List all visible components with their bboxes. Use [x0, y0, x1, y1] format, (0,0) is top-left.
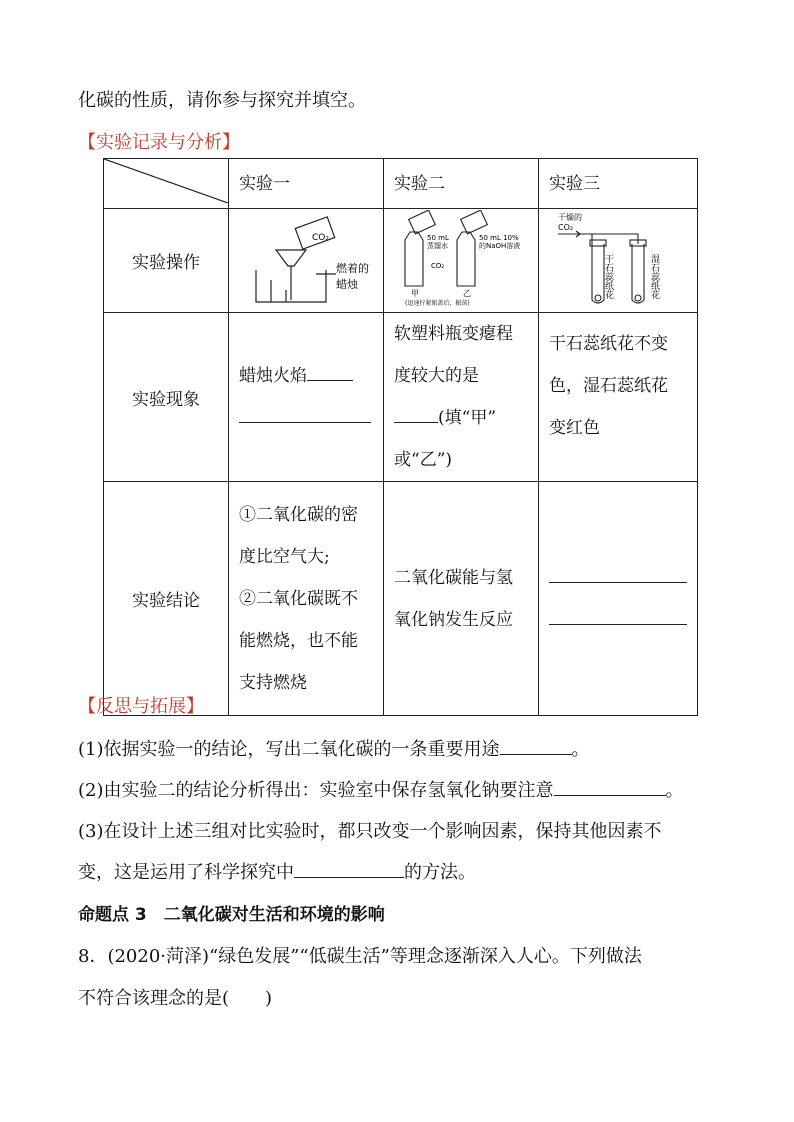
exp2-phenomenon-line-2: 度较大的是 [394, 366, 479, 386]
label-phenomenon: 实验现象 [132, 389, 200, 410]
answer-blank-q1[interactable] [500, 753, 572, 755]
diagonal-line [104, 159, 228, 203]
exp3-dry-paper-label: 干石蕊纸花 [603, 254, 613, 299]
question-3-line-1: (3)在设计上述三组对比实验时，都只改变一个影响因素，保持其他因素不 [78, 821, 662, 842]
experiment-table [103, 158, 698, 716]
exp2-phenomenon [384, 313, 538, 481]
answer-blank-3[interactable] [394, 421, 438, 423]
question-3-end: 的方法。 [404, 862, 476, 883]
exp1-phenomenon [229, 355, 383, 439]
question-1-end: 。 [571, 739, 590, 760]
exp2-yi-label: 乙 [463, 289, 471, 298]
exp1-conclusion-line-5: 支持燃烧 [239, 672, 307, 693]
exp2-conclusion [384, 557, 538, 641]
exp3-phenomenon [539, 323, 697, 449]
question-1 [78, 735, 590, 761]
exp1-candle-figure [236, 210, 376, 306]
question-2-end: 。 [665, 780, 684, 801]
question-3-text: 变，这是运用了科学探究中 [78, 862, 294, 883]
question-8-line-2: 不符合该理念的是( ) [78, 988, 273, 1009]
exp1-conclusion [229, 494, 383, 704]
question-8-line-1: 8．(2020·菏泽)“绿色发展”“低碳生活”等理念逐渐深入人心。下列做法 [78, 946, 642, 967]
exp3-phenomenon-line-2: 色，湿石蕊纸花 [549, 376, 668, 396]
exp1-conclusion-line-3: ②二氧化碳既不 [239, 588, 358, 609]
section-record-heading: 【实验记录与分析】 [78, 132, 240, 153]
exp2-conclusion-line-2: 氧化钠发生反应 [394, 609, 513, 630]
question-1-text: (1)依据实验一的结论，写出二氧化碳的一条重要用途 [78, 739, 500, 760]
answer-blank-2[interactable] [239, 421, 371, 423]
exp3-conclusion [539, 557, 697, 641]
exp3-phenomenon-line-3: 变红色 [549, 418, 600, 438]
exp1-candle-label-b: 蜡烛 [336, 278, 358, 291]
exp2-phenomenon-line-3: (填“甲” [438, 408, 497, 428]
header-exp3: 实验三 [549, 173, 600, 194]
intro-text: 化碳的性质，请你参与探究并填空。 [78, 90, 366, 111]
label-operation: 实验操作 [132, 253, 200, 273]
exp2-phenomenon-line-1: 软塑料瓶变瘪程 [394, 324, 513, 344]
exp1-phenomenon-text: 蜡烛火焰 [239, 366, 307, 386]
section-reflect-heading: 【反思与拓展】 [78, 696, 204, 717]
exp3-wet-paper-label: 湿石蕊纸花 [649, 254, 659, 299]
exp2-right-label-b: 的NaOH溶液 [479, 242, 521, 250]
exp3-paper-figure [548, 210, 688, 306]
exp2-conclusion-line-1: 二氧化碳能与氢 [394, 567, 513, 588]
header-exp2: 实验二 [394, 173, 445, 194]
question-2 [78, 776, 684, 802]
exp2-note: (迅速拧紧瓶盖后，振荡) [405, 300, 470, 306]
answer-blank-1[interactable] [307, 379, 353, 381]
answer-blank-q2[interactable] [554, 794, 666, 796]
table-corner-cell [104, 159, 229, 209]
exp1-conclusion-line-4: 能燃烧，也不能 [239, 630, 358, 651]
exp1-conclusion-line-1: ①二氧化碳的密 [239, 504, 358, 525]
exp1-co2-label: CO₂ [312, 233, 329, 243]
question-3-line-2 [78, 858, 476, 884]
answer-blank-q3[interactable] [294, 876, 404, 878]
answer-blank-4[interactable] [549, 581, 687, 583]
exp3-phenomenon-line-1: 干石蕊纸花不变 [549, 334, 668, 354]
label-conclusion: 实验结论 [132, 591, 200, 611]
topic-3-heading: 命题点 3 二氧化碳对生活和环境的影响 [78, 905, 385, 925]
exp1-candle-label-a: 燃着的 [336, 262, 369, 275]
answer-blank-5[interactable] [549, 623, 687, 625]
question-2-text: (2)由实验二的结论分析得出：实验室中保存氢氧化钠要注意 [78, 780, 554, 801]
exp1-conclusion-line-2: 度比空气大; [239, 546, 330, 567]
header-exp1: 实验一 [239, 173, 290, 194]
exp2-co2-label: CO₂ [431, 262, 445, 270]
exp2-bottle-figure [391, 210, 531, 306]
exp2-right-label-a: 50 mL 10% [479, 234, 519, 242]
exp2-jia-label: 甲 [411, 289, 419, 298]
exp3-dry-label-a: 干燥的 [558, 213, 582, 222]
exp2-left-label-a: 50 mL [427, 234, 449, 242]
exp3-dry-label-b: CO₂ [558, 223, 574, 232]
exp2-phenomenon-line-4: 或“乙”) [394, 450, 453, 470]
exp2-left-label-b: 蒸馏水 [427, 242, 448, 250]
